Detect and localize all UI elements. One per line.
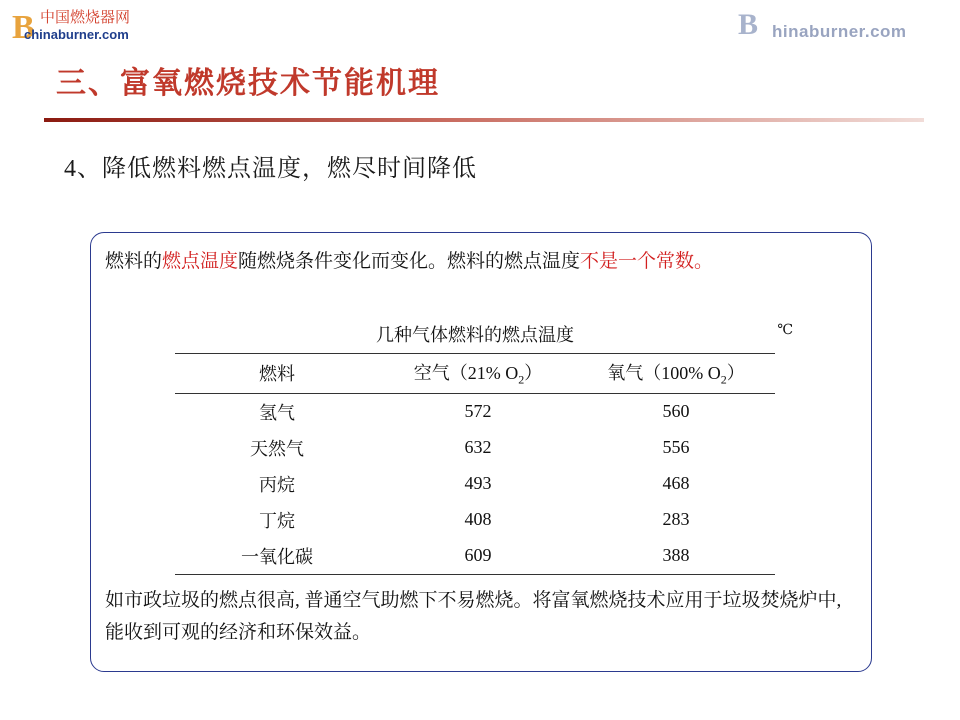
column-header-oxygen-pre: 氧气（100% O	[607, 363, 721, 383]
cell-oxygen: 560	[662, 401, 690, 422]
data-table-wrapper	[175, 321, 793, 575]
site-logo	[10, 6, 160, 52]
logo-mark-icon: B	[12, 9, 35, 46]
intro-segment-2: 随燃烧条件变化而变化。燃料的燃点温度	[238, 251, 581, 272]
column-header-air-sub: 2	[518, 372, 525, 387]
ignition-temperature-table	[175, 353, 775, 575]
table-header-row	[175, 354, 775, 394]
column-header-air-post: ）	[524, 363, 543, 383]
table-row	[175, 393, 775, 430]
cell-fuel: 一氧化碳	[175, 538, 379, 575]
cell-air: 408	[464, 509, 492, 530]
table-caption-text: 几种气体燃料的燃点温度	[376, 325, 574, 345]
cell-fuel: 丁烷	[259, 510, 295, 531]
column-header-fuel: 燃料	[259, 364, 295, 385]
watermark-logo	[738, 8, 948, 50]
table-caption	[175, 321, 793, 353]
cell-air: 609	[379, 538, 577, 575]
section-subtitle: 4、降低燃料燃点温度，燃尽时间降低	[64, 156, 477, 182]
cell-air: 493	[464, 473, 492, 494]
cell-air: 572	[464, 401, 492, 422]
watermark-text: hinaburner.com	[772, 22, 907, 41]
intro-segment-1: 燃料的	[105, 251, 163, 272]
conclusion-paragraph: 如市政垃圾的燃点很高, 普通空气助燃下不易燃烧。将富氧燃烧技术应用于垃圾焚烧炉中, 能收到可观的经济和环保效益。	[105, 590, 842, 643]
cell-fuel: 氢气	[259, 402, 295, 423]
watermark-mark-icon: B	[738, 8, 759, 41]
logo-english-text: chinaburner.com	[24, 27, 129, 42]
cell-oxygen: 388	[577, 538, 775, 575]
column-header-oxygen-sub: 2	[720, 372, 727, 387]
table-row	[175, 466, 775, 502]
table-unit-label: ℃	[777, 323, 793, 338]
table-row	[175, 502, 775, 538]
column-header-oxygen	[577, 354, 775, 394]
title-divider	[44, 118, 924, 122]
cell-fuel: 天然气	[250, 438, 304, 459]
intro-highlight-2: 不是一个常数。	[580, 251, 714, 272]
column-header-oxygen-post: ）	[726, 363, 745, 383]
cell-oxygen: 283	[662, 509, 690, 530]
table-row	[175, 430, 775, 466]
page-title: 三、富氧燃烧技术节能机理	[56, 67, 440, 100]
content-panel	[90, 232, 872, 672]
logo-chinese-text: 中国燃烧器网	[40, 9, 131, 26]
cell-fuel: 丙烷	[259, 474, 295, 495]
cell-oxygen: 556	[662, 437, 690, 458]
column-header-air-pre: 空气（21% O	[413, 363, 519, 383]
cell-oxygen: 468	[662, 473, 690, 494]
intro-highlight-1: 燃点温度	[162, 251, 239, 272]
cell-air: 632	[464, 437, 492, 458]
intro-paragraph	[105, 247, 857, 277]
table-row	[175, 538, 775, 575]
column-header-air	[379, 354, 577, 394]
